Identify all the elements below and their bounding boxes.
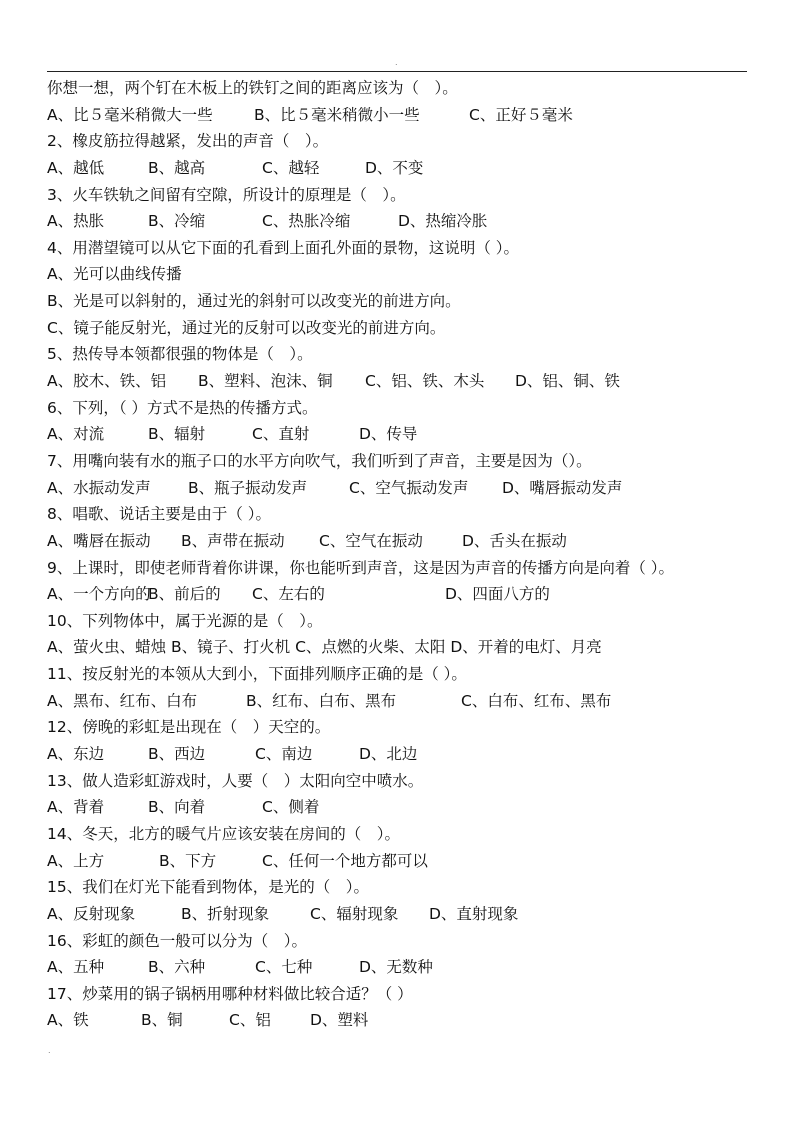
question-text: 12、傍晚的彩虹是出现在（ ）天空的。 xyxy=(47,718,331,737)
option-text: B、前后的 xyxy=(148,585,221,604)
question-text: 7、用嘴向装有水的瓶子口的水平方向吹气，我们听到了声音，主要是因为（）。 xyxy=(47,451,592,470)
text-line xyxy=(47,75,747,102)
text-line xyxy=(47,714,747,741)
question-text: 2、橡皮筋拉得越紧，发出的声音（ ）。 xyxy=(47,132,329,151)
option-text: C、正好５毫米 xyxy=(469,105,573,124)
question-text: 8、唱歌、说话主要是由于（ ）。 xyxy=(47,505,272,524)
text-line xyxy=(47,182,747,209)
option-text: B、西边 xyxy=(148,745,206,764)
question-text: 16、彩虹的颜色一般可以分为（ ）。 xyxy=(47,931,307,950)
text-line xyxy=(47,208,747,235)
option-text: B、六种 xyxy=(148,958,206,977)
option-text: C、南边 xyxy=(255,745,313,764)
text-line xyxy=(47,954,747,981)
text-line xyxy=(47,555,747,582)
option-text: A、水振动发声 xyxy=(47,478,151,497)
option-text: C、铝、铁、木头 xyxy=(365,372,485,391)
option-text: A、嘴唇在振动 xyxy=(47,531,151,550)
option-text: A、东边 xyxy=(47,745,105,764)
option-text: B、辐射 xyxy=(148,425,206,444)
text-line xyxy=(47,981,747,1008)
option-text: A、越低 xyxy=(47,158,105,177)
option-text: B、塑料、泡沫、铜 xyxy=(198,372,333,391)
option-text: B、向着 xyxy=(148,798,206,817)
option-text: B、下方 xyxy=(159,851,217,870)
text-line xyxy=(47,581,747,608)
question-text: 你想一想，两个钉在木板上的铁钉之间的距离应该为（ ）。 xyxy=(47,79,458,97)
option-text: B、红布、白布、黑布 xyxy=(246,691,397,710)
question-text: B、光是可以斜射的，通过光的斜射可以改变光的前进方向。 xyxy=(47,292,461,311)
question-text: A、光可以曲线传播 xyxy=(47,265,182,284)
text-line xyxy=(47,848,747,875)
option-text: A、热胀 xyxy=(47,212,105,231)
text-line xyxy=(47,155,747,182)
text-line xyxy=(47,475,747,502)
text-line xyxy=(47,501,747,528)
header-rule xyxy=(47,71,747,72)
option-text: A、反射现象 xyxy=(47,904,136,923)
text-line xyxy=(47,634,747,661)
option-text: C、任何一个地方都可以 xyxy=(262,851,428,870)
text-line xyxy=(47,341,747,368)
text-line xyxy=(47,395,747,422)
question-text: A、萤火虫、蜡烛 B、镜子、打火机 C、点燃的火柴、太阳 D、开着的电灯、月亮 xyxy=(47,638,602,657)
option-text: A、背着 xyxy=(47,798,105,817)
option-text: A、胶木、铁、铝 xyxy=(47,372,167,391)
option-text: B、折射现象 xyxy=(181,904,270,923)
option-text: C、辐射现象 xyxy=(310,904,399,923)
text-line xyxy=(47,688,747,715)
text-line xyxy=(47,288,747,315)
option-text: D、热缩冷胀 xyxy=(398,212,488,231)
text-line xyxy=(47,1007,747,1034)
text-line xyxy=(47,794,747,821)
option-text: D、不变 xyxy=(365,158,424,177)
text-line xyxy=(47,368,747,395)
text-line xyxy=(47,448,747,475)
text-line xyxy=(47,928,747,955)
text-line xyxy=(47,821,747,848)
option-text: D、无数种 xyxy=(359,958,433,977)
option-text: C、侧着 xyxy=(262,798,320,817)
option-text: A、铁 xyxy=(47,1011,89,1030)
option-text: C、空气在振动 xyxy=(319,531,423,550)
text-line xyxy=(47,528,747,555)
text-line xyxy=(47,235,747,262)
text-line xyxy=(47,315,747,342)
question-list xyxy=(47,75,747,1034)
text-line xyxy=(47,608,747,635)
option-text: C、左右的 xyxy=(252,585,325,604)
option-text: D、直射现象 xyxy=(429,904,519,923)
text-line xyxy=(47,901,747,928)
option-text: C、白布、红布、黑布 xyxy=(461,691,612,710)
option-text: D、塑料 xyxy=(310,1011,369,1030)
option-text: C、七种 xyxy=(255,958,313,977)
question-text: 4、用潜望镜可以从它下面的孔看到上面孔外面的景物，这说明（ ）。 xyxy=(47,238,520,257)
question-text: 15、我们在灯光下能看到物体，是光的（ ）。 xyxy=(47,878,369,897)
question-text: 3、火车铁轨之间留有空隙，所设计的原理是（ ）。 xyxy=(47,185,406,204)
option-text: D、舌头在振动 xyxy=(462,531,567,550)
text-line xyxy=(47,421,747,448)
text-line xyxy=(47,874,747,901)
option-text: A、对流 xyxy=(47,425,105,444)
option-text: B、比５毫米稍微小一些 xyxy=(254,105,420,124)
text-line xyxy=(47,768,747,795)
option-text: C、越轻 xyxy=(262,158,320,177)
question-text: 11、按反射光的本领从大到小，下面排列顺序正确的是（ ）。 xyxy=(47,665,467,684)
text-line xyxy=(47,741,747,768)
option-text: C、直射 xyxy=(252,425,310,444)
option-text: C、铝 xyxy=(229,1011,271,1030)
footer-dot: . xyxy=(48,1046,51,1055)
option-text: A、上方 xyxy=(47,851,105,870)
option-text: A、一个方向的 xyxy=(47,585,151,604)
option-text: B、瓶子振动发声 xyxy=(188,478,308,497)
option-text: C、空气振动发声 xyxy=(349,478,469,497)
option-text: D、四面八方的 xyxy=(445,585,550,604)
question-text: 14、冬天，北方的暖气片应该安装在房间的（ ）。 xyxy=(47,824,400,843)
option-text: A、五种 xyxy=(47,958,105,977)
option-text: A、黑布、红布、白布 xyxy=(47,691,198,710)
text-line xyxy=(47,261,747,288)
option-text: D、铝、铜、铁 xyxy=(515,372,620,391)
text-line xyxy=(47,661,747,688)
option-text: B、声带在振动 xyxy=(181,531,285,550)
option-text: C、热胀冷缩 xyxy=(262,212,351,231)
option-text: A、比５毫米稍微大一些 xyxy=(47,105,213,124)
option-text: D、传导 xyxy=(359,425,418,444)
question-text: 9、上课时，即使老师背着你讲课，你也能听到声音，这是因为声音的传播方向是向着（ ）。 xyxy=(47,558,675,577)
question-text: 13、做人造彩虹游戏时，人要（ ）太阳向空中喷水。 xyxy=(47,771,424,790)
question-text: C、镜子能反射光，通过光的反射可以改变光的前进方向。 xyxy=(47,318,446,337)
option-text: B、铜 xyxy=(141,1011,183,1030)
question-text: 17、炒菜用的锅子锅柄用哪种材料做比较合适？（ ） xyxy=(47,984,413,1003)
question-text: 6、下列，（ ）方式不是热的传播方式。 xyxy=(47,398,318,417)
header-dot: . xyxy=(395,58,398,67)
option-text: B、冷缩 xyxy=(148,212,206,231)
text-line xyxy=(47,102,747,129)
option-text: D、北边 xyxy=(359,745,418,764)
question-text: 10、下列物体中，属于光源的是（ ）。 xyxy=(47,611,323,630)
question-text: 5、热传导本领都很强的物体是（ ）。 xyxy=(47,345,313,364)
text-line xyxy=(47,128,747,155)
option-text: B、越高 xyxy=(148,158,206,177)
option-text: D、嘴唇振动发声 xyxy=(502,478,623,497)
